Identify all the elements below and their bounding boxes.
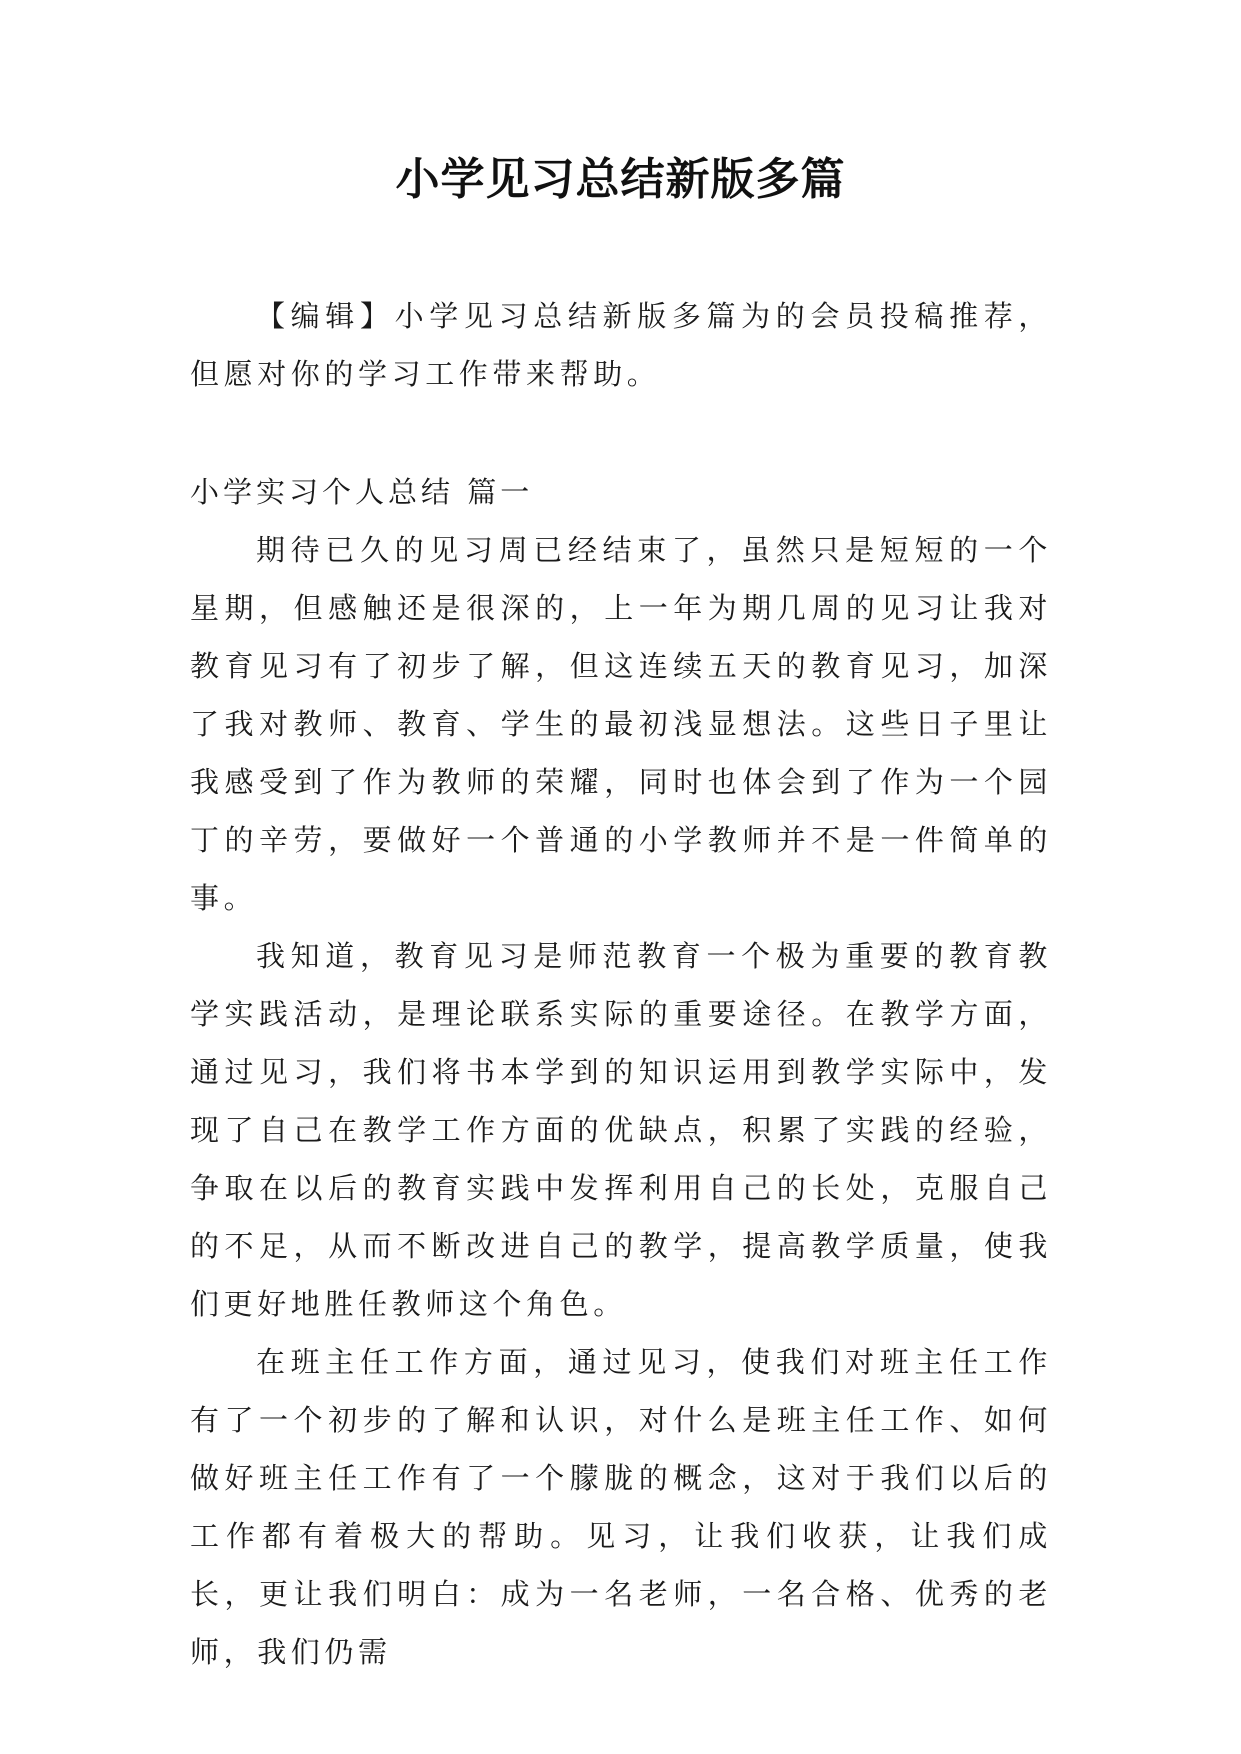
section-heading: 小学实习个人总结 篇一 bbox=[190, 475, 534, 509]
paragraph: 我知道，教育见习是师范教育一个极为重要的教育教学实践活动，是理论联系实际的重要途径。在教学方面，通过见习，我们将书本学到的知识运用到教学实际中，发现了自己在教学工作方面的优缺点，积累了实践的经验，争取在以后的教育实践中发挥利用自己的长处，克服自己的不足，从而不断改进自己的教学，提高教学质量，使我们更好地胜任教师这个角色。 bbox=[190, 939, 1052, 1321]
document-title: 小学见习总结新版多篇 bbox=[395, 154, 846, 205]
intro-paragraph: 【编辑】小学见习总结新版多篇为的会员投稿推荐，但愿对你的学习工作带来帮助。 bbox=[190, 299, 1052, 391]
paragraph: 期待已久的见习周已经结束了，虽然只是短短的一个星期，但感触还是很深的，上一年为期几周的见习让我对教育见习有了初步了解，但这连续五天的教育见习，加深了我对教师、教育、学生的最初浅显想法。这些日子里让我感受到了作为教师的荣耀，同时也体会到了作为一个园丁的辛劳，要做好一个普通的小学教师并不是一件简单的事。 bbox=[190, 533, 1052, 915]
section-content bbox=[190, 521, 1052, 1681]
paragraph: 在班主任工作方面，通过见习，使我们对班主任工作有了一个初步的了解和认识，对什么是班主任工作、如何做好班主任工作有了一个朦胧的概念，这对于我们以后的工作都有着极大的帮助。见习，让我们收获，让我们成长，更让我们明白：成为一名老师，一名合格、优秀的老师，我们仍需 bbox=[190, 1345, 1052, 1669]
